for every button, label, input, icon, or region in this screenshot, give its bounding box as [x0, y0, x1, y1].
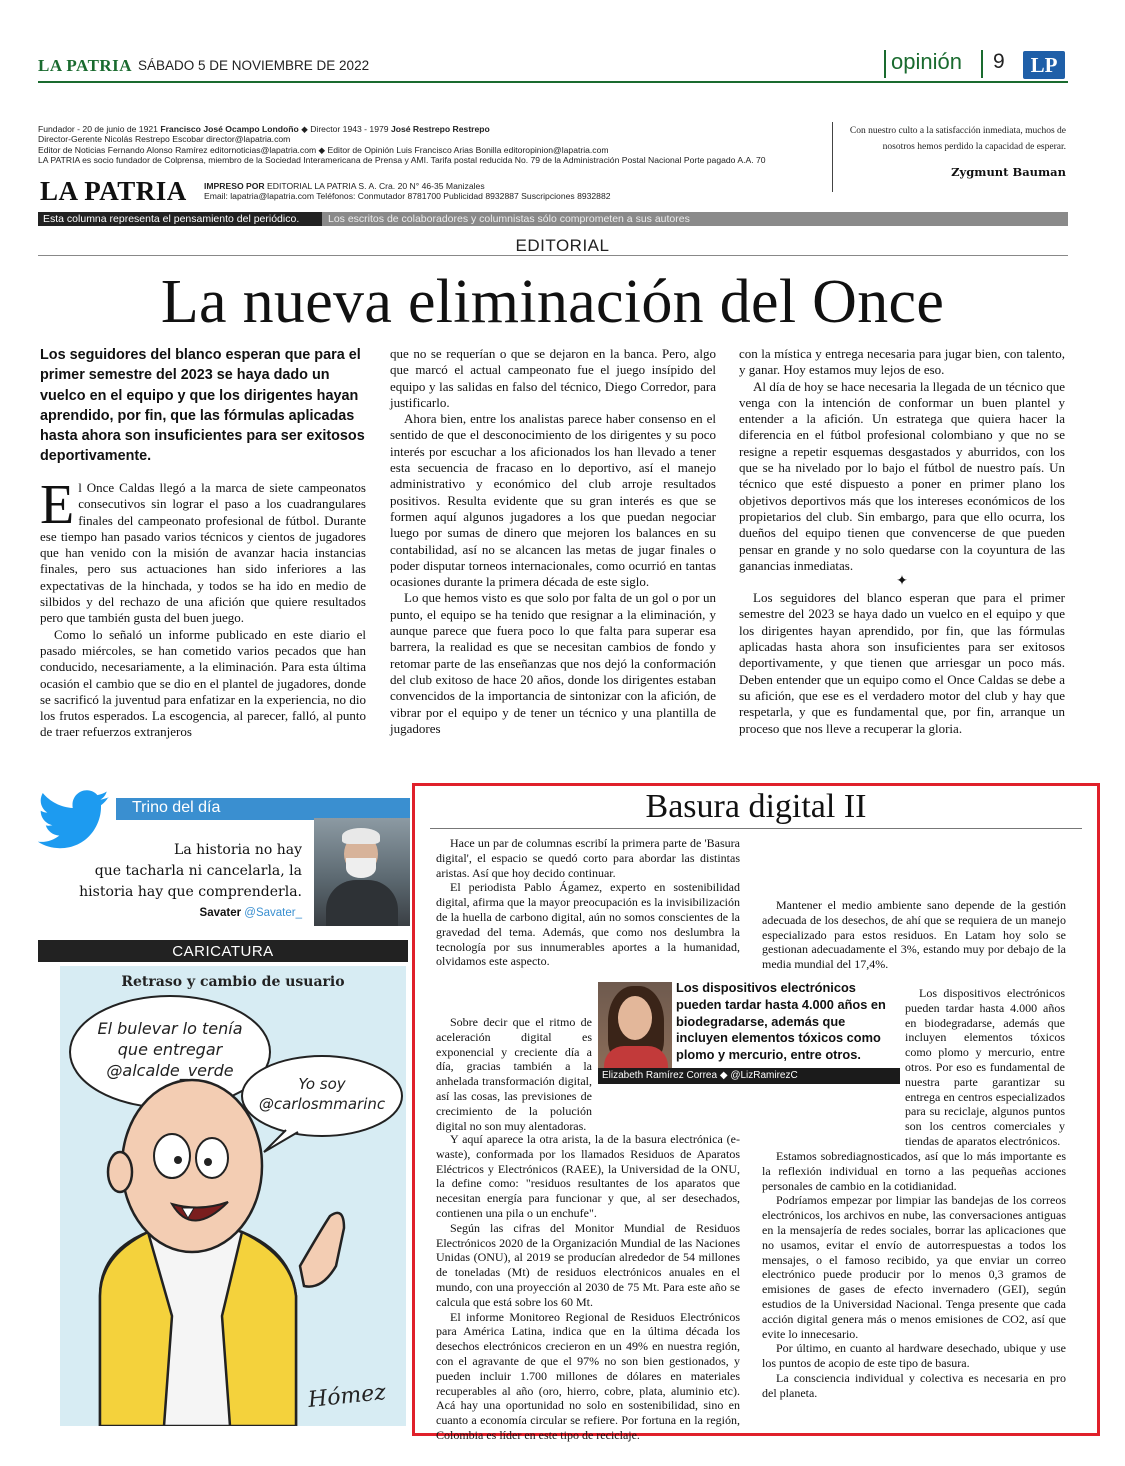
director-name: José Restrepo Restrepo: [390, 124, 490, 134]
section-divider-left: [884, 50, 886, 78]
quote-text: Con nuestro culto a la satisfacción inmediata, muchos de nosotros hemos perdido la capacidad de esperar.: [849, 126, 1066, 152]
printer-line-2: Email: lapatria@lapatria.com Teléfonos: Conmutador 8781700 Publicidad 8932887 Suscripciones 8932882: [204, 191, 611, 202]
trino-author: Savater: [199, 907, 242, 919]
bubble-1-line-3: @alcalde_verde: [106, 1061, 234, 1080]
diamond-icon: ◆: [318, 144, 326, 155]
editorial-col-2: [390, 346, 716, 737]
news-editor: Editor de Noticias Fernando Alonso Ramírez editornoticias@lapatria.com: [38, 144, 317, 155]
bubble-2-line-2: @carlosmmarinc: [258, 1095, 386, 1113]
section-break-icon: ✦: [896, 574, 908, 590]
bubble-1-text: [82, 1018, 258, 1081]
column-p-b4: Podríamos empezar por limpiar las bandejas de los correos electrónicos, los archivos en nube, las conversaciones antiguas en la mensajería de redes sociales, borrar las aplicaciones que no usamos, evitar el envío de autorrespuestas a todos los mensajes, o el famoso recibido, ya que enviar un correo electrónico puede producir por lo menos 0,3 gramos de emisiones de gases de efecto invernadero (GEI), según estudios de la Universidad Nacional. Tenga presente que cada acción digital genera más o menos emisiones de CO2, así que evite lo innecesario.: [762, 1193, 1066, 1341]
credits-line-1: [38, 124, 828, 134]
pull-quote: Los dispositivos electrónicos pueden tardar hasta 4.000 años en biodegradarse, además que incluyen elementos tóxicos como plomo y mercurio, entre otros.: [676, 980, 886, 1063]
author-name: Elizabeth Ramírez Correa: [602, 1070, 718, 1081]
column-p-a2: El periodista Pablo Ágamez, experto en sostenibilidad digital, afirma que la mayor preocupación es la invisibilización de la huella de carbono digital, aún no somos conscientes de la gravedad del tema. Además, que como nos deslumbra la tecnología por sus innumerables aportes a la humanidad, olvidamos este aspecto.: [436, 880, 740, 969]
trino-label-bar: [116, 798, 410, 820]
author-box: [598, 982, 900, 1086]
column-p-a4: Y aquí aparece la otra arista, la de la basura electrónica (e-waste), conformada por los llamados Residuos de Aparatos Eléctricos y Electrónicos (RAEE), la Universidad de la ONU, la define como: "residuos resultantes de los aparatos que necesitan energía para funcionar y que, al ser desechados, contienen una pila o un enchufe".: [436, 1132, 740, 1220]
editorial-col3-p1: con la mística y entrega necesaria para jugar bien, con talento, y ganar. Hoy estamos muy lejos de eso.: [739, 346, 1065, 378]
top-header: [38, 50, 1068, 80]
trino-author-photo: [314, 818, 410, 926]
column-p-a6: El informe Monitoreo Regional de Residuos Electrónicos para América Latina, indica que en la última década los desechos electrónicos crecieron en un 49% en nuestra región, con el agravante de que el 97% no son bien gestionados, y pueden incluir 1.700 millones de dólares en materiales recuperables al año (oro, hierro, cobre, plata, aluminio etc). Acá hay una oportunidad no solo en sostenibilidad, sino en cuanto a economía circular se refiere. Por fortuna en la región, Colombia es líder en este tipo de reciclaje.: [436, 1309, 740, 1442]
column-col-a1: [436, 836, 740, 969]
printer-label: IMPRESO POR: [204, 181, 265, 191]
column-p-b2: Los dispositivos electrónicos pueden tardar hasta 4.000 años en biodegradarse, además que incluyen elementos tóxicos como plomo y mercurio, entre otros. Por eso es fundamental de nuestra parte garantizar su entrega en centros especializados para su reciclaje, algunos puntos son los centros comerciales y tiendas de aparatos electrónicos.: [905, 986, 1065, 1148]
issue-date: SÁBADO 5 DE NOVIEMBRE DE 2022: [138, 58, 370, 73]
founder-label: Fundador - 20 de junio de 1921: [38, 124, 158, 134]
credits-line-4: LA PATRIA es socio fundador de Colprensa, miembro de la Sociedad Interamericana de Prensa y AMI. Tarifa postal reducida No. 79 de la Administración Postal Nacional Porte pagado A.A. 70: [38, 155, 766, 166]
credits-line-3: [38, 145, 828, 155]
credits-block: [38, 124, 828, 166]
editorial-col3-p2: Al día de hoy se hace necesaria la llegada de un técnico que venga con la intención de conformar un buen plantel y entender a la afición. Un estratega que quiera hacer la diferencia en el fútbol profesional colombiano y que no se resigne a repetir esquemas desgastados y aburridos, con los que se ha nivelado por lo bajo el fútbol de nuestro país. Un técnico que esté dispuesto a poner en primer plano los objetivos deportivos más que los intereses económicos de los propietarios del club. Sin embargo, para que ello ocurra, los dueños del equipo tienen que convencerse de que pueden pensar en grande y no solo quedarse con la coyuntura de las ganancias inmediatas.: [739, 378, 1065, 573]
editorial-col1-p1: [40, 474, 366, 627]
caricatura-bar: [38, 940, 408, 962]
section-divider-right: [981, 50, 983, 78]
author-photo: [598, 982, 672, 1068]
column-p-b1: Mantener el medio ambiente sano depende de la gestión adecuada de los desechos, de ahí que se requiera de un manejo especializado para estos residuos. En Latam hoy solo se gestionan adecuadamente el 3%, estando muy por debajo de la media mundial del 17,4%.: [762, 898, 1066, 972]
column-col-b1: [762, 898, 1066, 972]
dropcap: E: [40, 474, 75, 536]
masthead-large: LA PATRIA: [40, 176, 187, 206]
editorial-col1-p1-text: l Once Caldas llegó a la marca de siete campeonatos consecutivos sin lograr el paso a los cuadrangulares finales del campeonato profesional de fútbol. Durante ese tiempo han pasado varios técnicos y cientos de jugadores que han venido con la misión de avanzar hacia instancias finales, pero sus actuaciones han sido inferiores a las expectativas de la hinchada, y todos se ha ido en medio de silbidos y del rechazo de una afición que quiere resultados pero que también gusta del buen juego.: [40, 480, 366, 626]
trino-line-3: historia hay que comprenderla.: [79, 884, 302, 900]
author-handle-link[interactable]: @LizRamirezC: [730, 1070, 798, 1081]
lp-logo-text: LP: [1030, 53, 1058, 77]
printer-address: EDITORIAL LA PATRIA S. A. Cra. 20 N° 46-35 Manizales: [267, 181, 485, 191]
trino-label: Trino del día: [132, 799, 221, 816]
trino-line-2: que tacharla ni cancelarla, la: [94, 863, 302, 879]
editorial-col1-p2: Como lo señaló un informe publicado en este diario el pasado miércoles, se han cometido varios pecados que han conducido, necesariamente, a la eliminación. Para esta última ocasión el cambio que se dio en el plantel de jugadores, donde se sacrificó la juventud para enfatizar en la experiencia, no dio los frutos esperados. La escogencia, al parecer, falló, al punto de traer refuerzos extranjeros: [40, 626, 366, 740]
bubble-1-line-1: El bulevar lo tenía: [97, 1019, 243, 1038]
column-p-a5: Según las cifras del Monitor Mundial de Residuos Electrónicos 2020 de la Organización Mundial de las Naciones Unidas (ONU), al 2019 se producían alrededor de 54 millones de toneladas (Mt) de residuos electrónicos anuales en el mundo, con una proyección al 2030 de 75 Mt. Para este año se calcula que está sobre los 60 Mt.: [436, 1220, 740, 1309]
column-p-b5: Por último, en cuanto al hardware desechado, ubique y use los puntos de acopio de este tipo de basura.: [762, 1341, 1066, 1371]
column-p-a3: Sobre decir que el ritmo de aceleración digital es exponencial y creciente día a día, gracias también a la anhelada transformación digital, así las cosas, las previsiones de crecimiento de la polución digital no son muy alentadoras.: [436, 1015, 592, 1133]
column-col-b2: [905, 986, 1065, 1149]
trino-text: [38, 840, 302, 903]
diamond-icon: ◆: [301, 124, 308, 134]
editorial-col-3: [739, 346, 1065, 737]
bubble-2-line-1: Yo soy: [298, 1075, 346, 1093]
column-col-b3: [762, 1149, 1066, 1401]
editorial-col2-p1: que no se requerían o que se dejaron en la banca. Pero, algo que marcó el actual campeonato fue el juego insípido del equipo y las salidas en falso del técnico, Diego Corredor, para justificarlo.: [390, 346, 716, 410]
column-p-a1: Hace un par de columnas escribí la primera parte de 'Basura digital', el espacio se quedó corto para abordar las distintas aristas. Así que hoy decido continuar.: [436, 836, 740, 880]
photo-beard: [346, 858, 376, 878]
column-p-b6: La consciencia individual y colectiva es necesaria en pro del planeta.: [762, 1370, 1066, 1400]
printer-line-1: [204, 181, 824, 191]
trino-attribution: [38, 907, 302, 919]
caricature-title: Retraso y cambio de usuario: [121, 974, 345, 990]
trino-handle-link[interactable]: @Savater_: [244, 907, 302, 919]
cartoonist-signature: Hómez: [306, 1379, 387, 1414]
header-rule: [38, 81, 1068, 83]
editorial-col3-p3: Los seguidores del blanco esperan que para el primer semestre del 2023 se haya dado un vuelco en el equipo y que los dirigentes hayan aprendido, por fin, que las fórmulas aplicadas hasta ahora son insuficientes para ser exitosos deportivamente, y que tienen que arriesgar un poco más. Deben entender que un equipo como el Once Caldas se debe a su afición, que ese es el verdadero motor del club y hay que respetarla, y que es fundamental que, por fin, arranque un proceso que nos lleve a recuperar la gloria.: [739, 590, 1065, 736]
column-title-rule: [430, 828, 1082, 829]
page-number: 9: [993, 50, 1005, 73]
disclaimer-left: Esta columna representa el pensamiento del periódico.: [38, 212, 322, 226]
masthead-small: LA PATRIA: [38, 56, 133, 75]
opinion-editor: Editor de Opinión Luis Francisco Arias Bonilla editoropinion@lapatria.com: [327, 144, 609, 155]
author-photo-face: [618, 996, 652, 1040]
column-p-b3: Estamos sobrediagnosticados, así que lo más importante es la reflexión individual en torno a las pequeñas acciones personales de cambio en la cotidianidad.: [762, 1149, 1066, 1193]
author-bar: [598, 1068, 900, 1084]
quote-author: Zygmunt Bauman: [951, 165, 1066, 179]
editorial-lead: Los seguidores del blanco esperan que para el primer semestre del 2023 se haya dado un vuelco en el equipo y que los dirigentes hayan aprendido, por fin, que las fórmulas aplicadas hasta ahora son insuficientes para ser exitosos deportivamente.: [40, 347, 365, 465]
photo-body: [326, 880, 398, 926]
editorial-col-1: [40, 474, 366, 741]
quote-divider: [832, 122, 833, 192]
caricature-panel: [60, 966, 406, 1426]
editorial-rule: [38, 255, 1068, 256]
column-col-a2: [436, 1015, 592, 1133]
founder-name: Francisco José Ocampo Londoño: [160, 124, 299, 134]
speech-bubble-2-tail: [264, 1130, 298, 1152]
disclaimer-right: Los escritos de colaboradores y columnistas sólo comprometen a sus autores: [322, 212, 1068, 226]
trino-line-1: La historia no hay: [174, 842, 302, 858]
author-photo-top: [604, 1046, 668, 1068]
column-col-a3: [436, 1132, 740, 1443]
diamond-icon: ◆: [719, 1070, 728, 1081]
credits-line-2: Director-Gerente Nicolás Restrepo Escobar director@lapatria.com: [38, 134, 291, 145]
editorial-title: La nueva eliminación del Once: [160, 268, 945, 336]
bubble-2-text: [244, 1074, 400, 1114]
director-label: Director 1943 - 1979: [310, 124, 389, 134]
trino-box: [38, 790, 408, 928]
disclaimer-bar: [38, 212, 1068, 226]
quote-box: [838, 123, 1066, 179]
section-name: opinión: [891, 49, 962, 74]
caricatura-label: CARICATURA: [172, 943, 274, 960]
photo-hair: [342, 828, 380, 844]
bubble-1-line-2: que entregar: [117, 1040, 223, 1059]
printer-info: [204, 181, 824, 202]
editorial-col2-p2: Ahora bien, entre los analistas parece haber consenso en el sentido de que el desconocimiento de los dirigentes y su poco interés por escuchar a los aficionados los han llevado a tener esta secuencia de fracaso en lo deportivo, así el manejo administrativo y económico del club arroje resultados positivos. Resulta evidente que su gran interés es que se formen aquí algunos jugadores a los que puedan negociar luego por sumas de dinero que mejoren los balances en su contabilidad, así no se alcancen las metas de jugar finales o poder disputar torneos internacionales, como ocurrió en tantas ocasiones durante la primera década de este siglo.: [390, 411, 716, 590]
editorial-col2-p3: Lo que hemos visto es que solo por falta de un gol o por un punto, el equipo se ha tenido que resignar a la eliminación, y aunque parece que fuera poco lo que falta para superar esa barrera, la realidad es que se necesitan cambios de fondo y retomar parte de las enseñanzas que nos dejó la conformación del club exitoso de hace 20 años, donde los dirigentes estaban convencidos de la importancia de sintonizar con la afición, de vibrar por el equipo y de tener un técnico y una plantilla de jugadores: [390, 590, 716, 736]
column-title: Basura digital II: [645, 788, 867, 825]
editorial-kicker: EDITORIAL: [515, 236, 610, 255]
lp-logo: [1023, 51, 1065, 79]
